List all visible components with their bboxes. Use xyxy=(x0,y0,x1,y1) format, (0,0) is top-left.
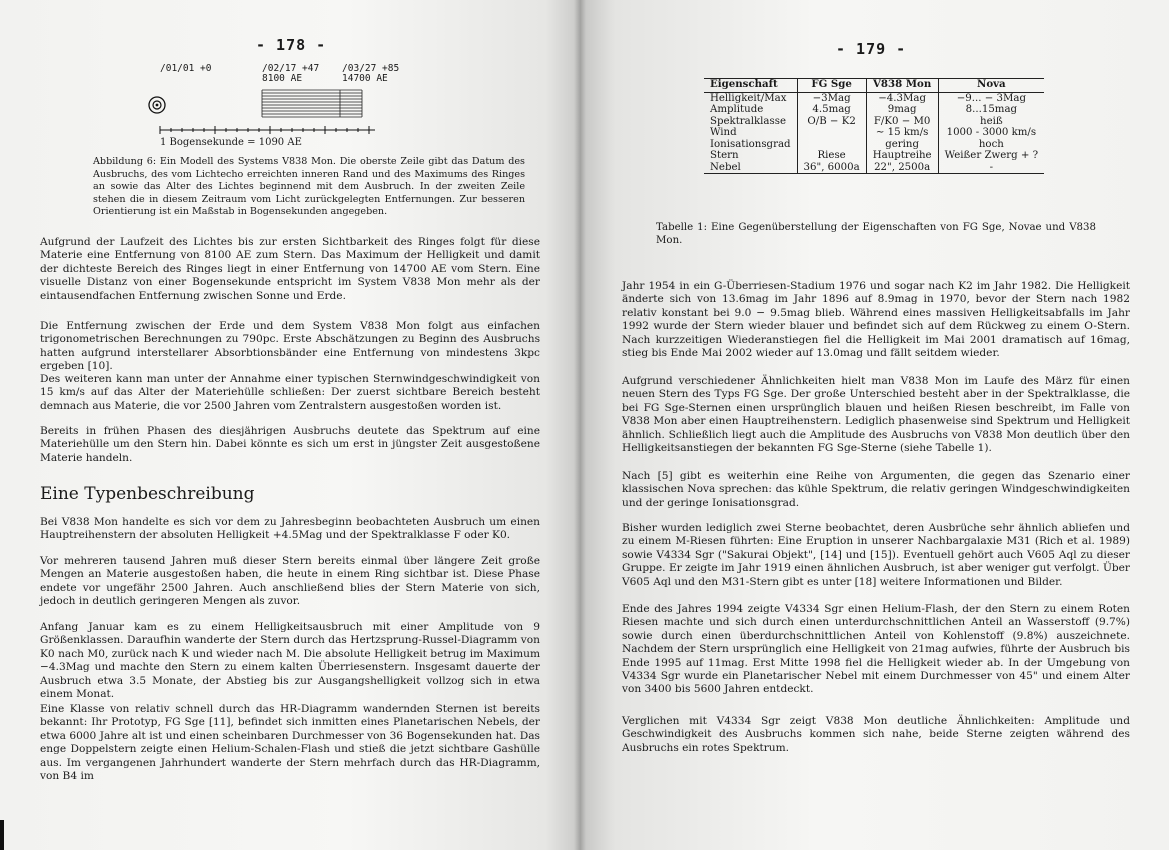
table-cell: Amplitude xyxy=(710,104,764,115)
table-cell: Stern xyxy=(710,150,739,161)
paragraph: Jahr 1954 in ein G-Überriesen-Stadium 1976 und sogar nach K2 im Jahr 1982. Die Helligkeit änderte sich von 13.6mag im Jahr 1896 auf 8.9mag in 1970, bevor der Stern nach 1982 relativ konstant bei 9.0 − 9.5mag blieb. Während eines massiven Helligkeitsabfalls im Jahr 1992 wurde der Stern wieder blauer und befindet sich auf dem Rückweg zu einem O-Stern. Nach kurzzeitigen Wiederanstiegen fiel die Helligkeit im Mai 2001 dramatisch auf 16mag, stieg bis Ende Mai 2002 wieder auf 13.0mag und fällt seitdem wieder. xyxy=(622,280,1130,360)
paragraph: Bei V838 Mon handelte es sich vor dem zu Jahresbeginn beobachteten Ausbruch um einen Hauptreihenstern der absoluten Helligkeit +4.5Mag und der Spektralklasse F oder K0. xyxy=(40,516,540,542)
paragraph: Aufgrund der Laufzeit des Lichtes bis zur ersten Sichtbarkeit des Ringes folgt für diese Materie eine Entfernung von 8100 AE zum Stern. Das Maximum der Helligkeit und damit der dichteste Bereich des Ringes liegt in einer Entfernung von 14700 AE vom Stern. Eine visuelle Distanz von einer Bogensekunde entspricht im System V838 Mon mehr als der eintausendfachen Entfernung zwischen Sonne und Erde. xyxy=(40,236,540,302)
table-row xyxy=(704,92,1044,104)
table-cell: - xyxy=(938,162,1044,174)
paragraph: Eine Klasse von relativ schnell durch das HR-Diagramm wandernden Sternen ist bereits bekannt: Ihr Prototyp, FG Sge [11], befindet sich inmitten eines Planetarischen Nebels, der etwa 6000 Jahre alt ist und einen scheinbaren Durchmesser von 36 Bogensekunden hat. Das enge Doppelstern zeigte einen Helium-Schalen-Flash und stieß die jetzt sichtbare Gashülle aus. Im vergangenen Jahrhundert wanderte der Stern mehrfach durch das HR-Diagramm, von B4 im xyxy=(40,703,540,783)
table-cell: 1000 - 3000 km/s xyxy=(938,127,1044,139)
table-header: Eigenschaft xyxy=(704,79,797,93)
table-cell: 36", 6000a xyxy=(797,162,866,174)
table-row xyxy=(704,150,1044,162)
page-number: - 178 - xyxy=(256,36,327,54)
table-cell: O/B − K2 xyxy=(797,116,866,128)
table-cell: gering xyxy=(866,139,938,151)
table-cell: Nebel xyxy=(704,162,797,174)
book-gutter xyxy=(574,0,586,850)
table-header: Nova xyxy=(938,79,1044,93)
table-cell: 22", 2500a xyxy=(866,162,938,174)
figure-caption: Abbildung 6: Ein Modell des Systems V838 Mon. Die oberste Zeile gibt das Datum des Ausbruchs, des vom Lichtecho erreichten inneren Rand und des Maximums des Ringes an sowie das Alter des Lichtes beginnend mit dem Ausbruch. In der zweiten Zeile stehen die in diesem Zeitraum vom Licht zurückgelegten Entfernungen. Zur besseren Orientierung ist ein Maßstab in Bogensekunden angegeben. xyxy=(93,156,525,218)
table-row xyxy=(704,104,1044,116)
scale-bar xyxy=(160,126,375,134)
paragraph: Bisher wurden lediglich zwei Sterne beobachtet, deren Ausbrüche sehr ähnlich abliefen und zu einem M-Riesen führten: Eine Eruption in unserer Nachbargalaxie M31 (Rich et al. 1989) sowie V4334 Sgr ("Sakurai Objekt", [14] und [15]). Eventuell gehört auch V605 Aql zu dieser Gruppe. Er zeigte im Jahr 1919 einen ähnlichen Ausbruch, ist aber weniger gut verfolgt. Über V605 Aql und den M31-Stern gibt es unter [18] weitere Informationen und Bilder. xyxy=(622,522,1130,588)
table-cell: 4.5mag xyxy=(797,104,866,116)
table-cell xyxy=(797,139,866,151)
table-cell: 8...15mag xyxy=(938,104,1044,116)
table-header: FG Sge xyxy=(797,79,866,93)
paragraph: Des weiteren kann man unter der Annahme einer typischen Sternwindgeschwindigkeit von 15 km/s auf das Alter der Materiehülle schließen: Der zuerst sichtbare Bereich besteht demnach aus Materie, die vor 2500 Jahren vom Zentralstern ausgestoßen worden ist. xyxy=(40,373,540,412)
table-cell xyxy=(797,127,866,139)
table-cell: Hauptreihe xyxy=(866,150,938,162)
table-header-row xyxy=(704,79,1044,93)
paragraph: Nach [5] gibt es weiterhin eine Reihe von Argumenten, die gegen das Szenario einer klassischen Nova sprechen: das kühle Spektrum, die relativ geringen Windgeschwindigkeiten und der geringe Ionisationsgrad. xyxy=(622,470,1130,509)
ring-band xyxy=(262,90,362,117)
scan-edge-mark xyxy=(0,820,4,850)
table-cell: −3Mag xyxy=(797,92,866,104)
paragraph: Vor mehreren tausend Jahren muß dieser Stern bereits einmal über längere Zeit große Mengen an Materie ausgestoßen haben, die heute in einem Ring sichtbar ist. Diese Phase endete vor ungefähr 2500 Jahren. Auch anschließend blies der Stern Materie von sich, jedoch in deutlich geringeren Mengen als zuvor. xyxy=(40,555,540,608)
right-page xyxy=(580,0,1169,850)
table-cell: Riese xyxy=(797,150,866,162)
table-cell: −4.3Mag xyxy=(866,92,938,104)
table-cell: Ionisationsgrad xyxy=(710,138,791,150)
paragraph: Die Entfernung zwischen der Erde und dem System V838 Mon folgt aus einfachen trigonometrischen Berechnungen zu 790pc. Erste Abschätzungen zu Beginn des Ausbruchs hatten aufgrund interstellarer Absorbtionsbänder eine Entfernung von mindestens 3kpc ergeben [10]. xyxy=(40,320,540,373)
table-cell: Spektralklasse xyxy=(710,115,786,127)
table-cell: Weißer Zwerg + ? xyxy=(938,150,1044,162)
table-cell: heiß xyxy=(938,116,1044,128)
scale-label: 1 Bogensekunde = 1090 AE xyxy=(160,137,302,148)
table-caption: Tabelle 1: Eine Gegenüberstellung der Eigenschaften von FG Sge, Novae und V838 Mon. xyxy=(656,222,1096,246)
figure-label-maximum: /03/27 +85 14700 AE xyxy=(342,63,400,84)
paragraph: Ende des Jahres 1994 zeigte V4334 Sgr einen Helium-Flash, der den Stern zu einem Roten Riesen machte und sich durch einen unterdurchschnittlichen Anteil an Wasserstoff (9.7%) sowie durch einen überdurchschnittlichen Anteil von Kohlenstoff (9.8%) auszeichnete. Nachdem der Stern ursprünglich eine Helligkeit von 21mag aufwies, führte der Ausbruch bis Ende 1995 auf 11mag. Erst Mitte 1998 fiel die Helligkeit wieder ab. In der Umgebung von V4334 Sgr wurde ein Planetarischer Nebel mit einem Durchmesser von 45" und einem Alter von 3400 bis 5600 Jahren entdeckt. xyxy=(622,603,1130,696)
table-cell: −9... − 3Mag xyxy=(938,92,1044,104)
table-row xyxy=(704,162,1044,174)
page-number: - 179 - xyxy=(836,40,907,58)
table-row xyxy=(704,127,1044,139)
table-cell: ∼ 15 km/s xyxy=(866,127,938,139)
paragraph: Anfang Januar kam es zu einem Helligkeitsausbruch mit einer Amplitude von 9 Größenklassen. Daraufhin wanderte der Stern durch das Hertzsprung-Russel-Diagramm von K0 nach M0, zurück nach K und wieder nach M. Die absolute Helligkeit betrug im Maximum −4.3Mag und machte den Stern zu einem kalten Überriesenstern. Insgesamt dauerte der Ausbruch etwa 3.5 Monate, der Abstieg bis zur Ausgangshelligkeit vollzog sich in etwa einem Monat. xyxy=(40,621,540,701)
table-header: V838 Mon xyxy=(866,79,938,93)
table-cell: hoch xyxy=(938,139,1044,151)
figure-label-inner-edge: /02/17 +47 8100 AE xyxy=(262,63,320,84)
left-page xyxy=(0,0,580,850)
table-cell: Helligkeit/Max xyxy=(710,92,787,104)
paragraph: Aufgrund verschiedener Ähnlichkeiten hielt man V838 Mon im Laufe des März für einen neuen Stern des Typs FG Sge. Der große Unterschied besteht aber in der Spektralklasse, die bei FG Sge-Sternen einen ursprünglich blauen und heißen Riesen beschreibt, im Falle von V838 Mon aber einen Hauptreihenstern. Lediglich phasenweise sind Spektrum und Helligkeit ähnlich. Schließlich liegt auch die Amplitude des Ausbruchs von V838 Mon deutlich über den Helligkeitsanstiegen der bekannten FG Sge-Sterne (siehe Tabelle 1). xyxy=(622,375,1130,455)
table-cell: 9mag xyxy=(866,104,938,116)
table-row xyxy=(704,116,1044,128)
table-cell: Wind xyxy=(710,127,737,138)
table-cell: F/K0 − M0 xyxy=(866,116,938,128)
paragraph: Verglichen mit V4334 Sgr zeigt V838 Mon deutliche Ähnlichkeiten: Amplitude und Geschwindigkeit des Ausbruchs kommen sich nahe, beide Sterne zeigten während des Ausbruchs ein rotes Spektrum. xyxy=(622,715,1130,754)
section-title: Eine Typenbeschreibung xyxy=(40,484,255,504)
paragraph: Bereits in frühen Phasen des diesjährigen Ausbruchs deutete das Spektrum auf eine Materiehülle um den Stern hin. Dabei könnte es sich um erst in jüngster Zeit ausgestoßene Materie handeln. xyxy=(40,425,540,464)
figure-label-outburst: /01/01 +0 xyxy=(160,63,212,74)
table-row xyxy=(704,139,1044,151)
comparison-table xyxy=(704,78,1044,174)
